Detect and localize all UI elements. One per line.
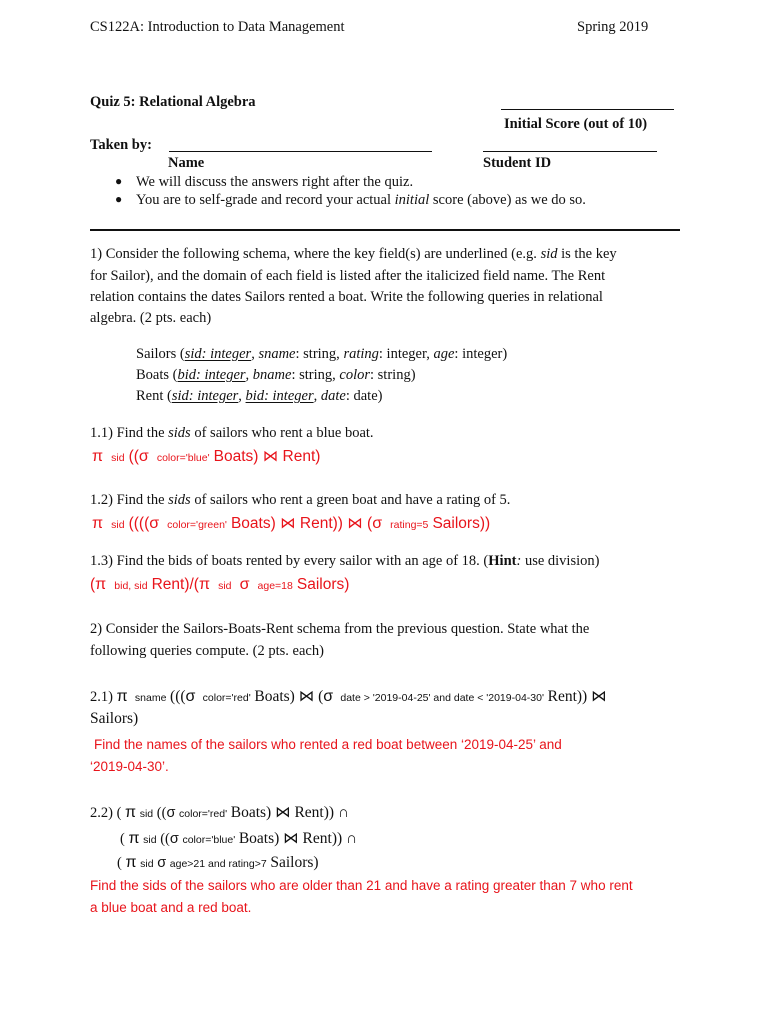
q2-2-query-line2: ( π sid ((σ color='blue' Boats) ⋈ Rent)) ∩ [120, 830, 358, 847]
score-line [501, 109, 674, 110]
q1-2-answer: π sid ((((σ color='green' Boats) ⋈ Rent)) ⋈ (σ rating=5 Sailors)) [92, 515, 491, 532]
q1-intro-line4: algebra. (2 pts. each) [90, 310, 212, 326]
name-label: Name [168, 155, 205, 171]
q1-intro-line1: 1) Consider the following schema, where the key field(s) are underlined (e.g. sid is the key [90, 246, 617, 262]
q2-2-query-line3: ( π sid σ age>21 and rating>7 Sailors) [117, 854, 319, 871]
student-id-line [483, 151, 657, 152]
bullet-icon: ● [115, 192, 123, 206]
q1-intro-line3: relation contains the dates Sailors rented a boat. Write the following queries in relational [90, 289, 603, 305]
q2-2-query-line1: 2.2) ( π sid ((σ color='red' Boats) ⋈ Rent)) ∩ [90, 804, 350, 821]
student-id-label: Student ID [483, 155, 552, 171]
course-title: CS122A: Introduction to Data Management [90, 19, 345, 35]
q1-2-question: 1.2) Find the sids of sailors who rent a green boat and have a rating of 5. [90, 492, 511, 508]
q2-1-query-cont: Sailors) [90, 710, 139, 727]
q2-1-answer-line2: ‘2019-04-30’. [90, 759, 169, 774]
instruction-2: You are to self-grade and record your actual initial score (above) as we do so. [136, 192, 586, 208]
bullet-icon: ● [115, 174, 123, 188]
q1-3-answer: (π bid, sid Rent)/(π sid σ age=18 Sailors) [90, 576, 350, 593]
q2-2-answer-line1: Find the sids of the sailors who are older than 21 and have a rating greater than 7 who rent [90, 878, 633, 893]
q2-intro-line1: 2) Consider the Sailors-Boats-Rent schema from the previous question. State what the [90, 621, 590, 637]
taken-by-label: Taken by: [90, 137, 152, 153]
schema-sailors: Sailors (sid: integer, sname: string, rating: integer, age: integer) [136, 346, 508, 362]
q1-1-answer: π sid ((σ color='blue' Boats) ⋈ Rent) [92, 448, 321, 465]
divider [90, 229, 680, 231]
q1-1-question: 1.1) Find the sids of sailors who rent a blue boat. [90, 425, 374, 441]
q1-intro-line2: for Sailor), and the domain of each field is listed after the italicized field name. The Rent [90, 268, 606, 284]
q2-1-query: 2.1) π sname (((σ color='red' Boats) ⋈ (σ date > '2019-04-25' and date < '2019-04-30' Rent)) ⋈ [90, 688, 607, 705]
q2-intro-line2: following queries compute. (2 pts. each) [90, 643, 324, 659]
term-label: Spring 2019 [577, 19, 649, 35]
schema-rent: Rent (sid: integer, bid: integer, date: date) [136, 388, 383, 404]
q1-3-question: 1.3) Find the bids of boats rented by every sailor with an age of 18. (Hint: use division) [90, 553, 600, 569]
q2-2-answer-line2: a blue boat and a red boat. [90, 900, 252, 915]
q2-1-answer-line1: Find the names of the sailors who rented a red boat between ‘2019-04-25’ and [94, 737, 562, 752]
instruction-1: We will discuss the answers right after the quiz. [136, 174, 414, 190]
score-label: Initial Score (out of 10) [504, 116, 648, 132]
name-line [169, 151, 432, 152]
quiz-title: Quiz 5: Relational Algebra [90, 94, 256, 110]
schema-boats: Boats (bid: integer, bname: string, color: string) [136, 367, 416, 383]
